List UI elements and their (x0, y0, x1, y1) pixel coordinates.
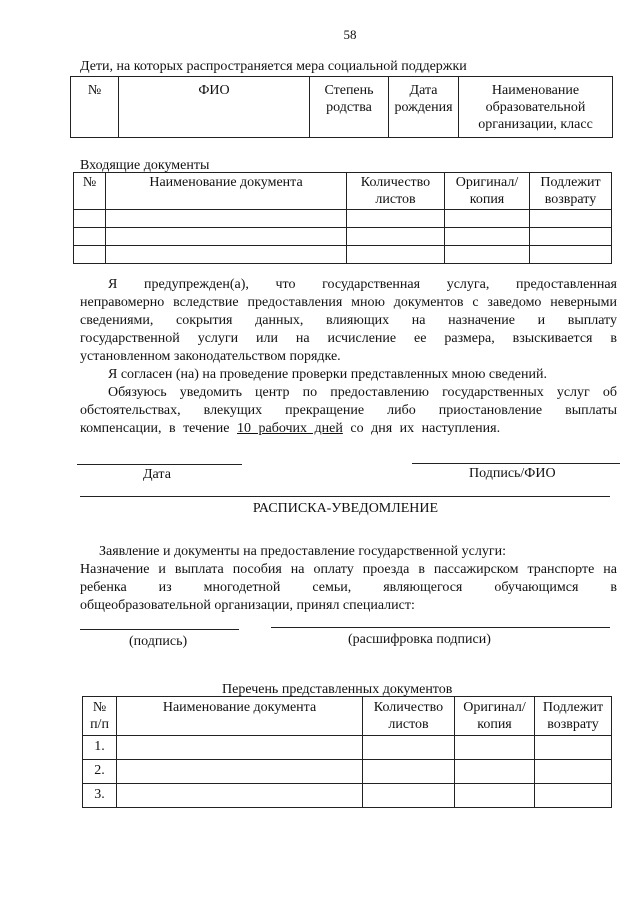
oblige-days: 10 рабочих дней (237, 421, 343, 436)
children-col-birthdate-line1: Дата (409, 83, 438, 98)
list-row (83, 760, 612, 784)
list-col-original-line1: Оригинал/ (463, 700, 526, 715)
incoming-col-sheets-line1: Количество (360, 175, 431, 190)
incoming-section-title: Входящие документы (80, 158, 210, 173)
children-col-organization (459, 77, 613, 138)
specialist-sign-line (80, 629, 239, 630)
children-col-relation-line2: родства (326, 99, 372, 115)
consent-line: Я согласен (на) на проведение проверки представленных мною сведений. (108, 367, 547, 382)
service-line-1: Назначение и выплата пособия на оплату проезда в пассажирском транспорте на (80, 562, 617, 577)
incoming-row (74, 227, 612, 245)
incoming-row (74, 245, 612, 263)
incoming-col-sheets (347, 173, 445, 210)
oblige-line-3 (80, 420, 617, 438)
service-line-3: общеобразовательной организации, принял специалист: (80, 598, 415, 613)
oblige-line-1: Обязуюсь уведомить центр по предоставлению государственных услуг об (108, 385, 617, 400)
receipt-text (80, 543, 617, 615)
children-col-organization-line2: образовательной (485, 99, 586, 115)
oblige-line-3-post: со дня их наступления. (350, 421, 501, 436)
list-row-number: 2. (83, 760, 117, 784)
sign-label: Подпись/ФИО (469, 466, 556, 481)
warning-line-4: государственной услуги или на исчисление ее размера, взыскивается в (80, 331, 617, 346)
children-col-organization-line3: организации, класс (478, 116, 593, 132)
incoming-col-docname: Наименование документа (106, 173, 347, 210)
children-col-fio: ФИО (119, 77, 310, 138)
list-table (82, 696, 612, 808)
incoming-col-return-line2: возврату (544, 191, 597, 207)
incoming-col-return-line1: Подлежит (540, 175, 601, 190)
children-section-title: Дети, на которых распространяется мера социальной поддержки (80, 59, 467, 74)
list-col-return-line1: Подлежит (542, 700, 604, 715)
separator-line (80, 496, 610, 497)
list-col-sheets-line1: Количество (373, 700, 444, 715)
children-col-birthdate-line2: рождения (394, 99, 453, 115)
sign-caption: (подпись) (129, 634, 188, 649)
incoming-col-number: № (74, 173, 106, 210)
children-table (70, 76, 613, 138)
incoming-col-original (445, 173, 530, 210)
oblige-line-3-pre: компенсации, в течение (80, 421, 230, 436)
children-col-number: № (71, 77, 119, 138)
incoming-row (74, 209, 612, 227)
list-col-number (83, 697, 117, 736)
list-col-number-line1: № (92, 700, 107, 715)
warning-line-1: Я предупрежден(а), что государственная услуга, предоставленная (108, 277, 617, 292)
list-row-number: 1. (83, 736, 117, 760)
list-col-original (455, 697, 535, 736)
warning-line-2: неправомерно вследствие предоставления мною документов с заведомо неверными (80, 295, 617, 310)
receipt-title: РАСПИСКА-УВЕДОМЛЕНИЕ (252, 501, 439, 516)
list-col-return (535, 697, 612, 736)
list-col-original-line2: копия (477, 716, 512, 732)
warning-line-3: сведениями, сокрытия данных, влияющих на назначение и выплату (80, 313, 617, 328)
children-col-organization-line1: Наименование (491, 83, 580, 98)
list-col-sheets-line2: листов (388, 716, 429, 732)
list-row (83, 736, 612, 760)
decode-caption: (расшифровка подписи) (348, 632, 491, 647)
receipt-intro: Заявление и документы на предоставление государственной услуги: (99, 544, 506, 559)
page-number: 58 (343, 27, 357, 42)
warning-line-5: установленном законодательством порядке. (80, 349, 341, 364)
incoming-table (73, 172, 612, 264)
list-section-title: Перечень представленных документов (222, 682, 453, 697)
date-label: Дата (143, 467, 171, 482)
oblige-line-2: обстоятельствах, влекущих прекращение либо приостановление выплаты (80, 403, 617, 418)
list-row-number: 3. (83, 784, 117, 808)
children-col-birthdate (389, 77, 459, 138)
incoming-col-original-line2: копия (469, 191, 505, 207)
list-col-sheets (363, 697, 455, 736)
date-line (77, 464, 242, 465)
incoming-col-sheets-line2: листов (375, 191, 416, 207)
list-col-number-line2: п/п (90, 716, 109, 732)
list-row (83, 784, 612, 808)
service-line-2: ребенка из многодетной семьи, являющегося обучающимся в (80, 580, 617, 595)
children-col-relation (310, 77, 389, 138)
sign-line (412, 463, 620, 464)
incoming-col-return (530, 173, 612, 210)
list-col-return-line2: возврату (547, 716, 599, 732)
specialist-decode-line (271, 627, 610, 628)
children-col-relation-line1: Степень (324, 83, 374, 98)
list-col-docname: Наименование документа (117, 697, 363, 736)
warning-paragraph (80, 276, 617, 438)
incoming-col-original-line1: Оригинал/ (455, 175, 519, 190)
